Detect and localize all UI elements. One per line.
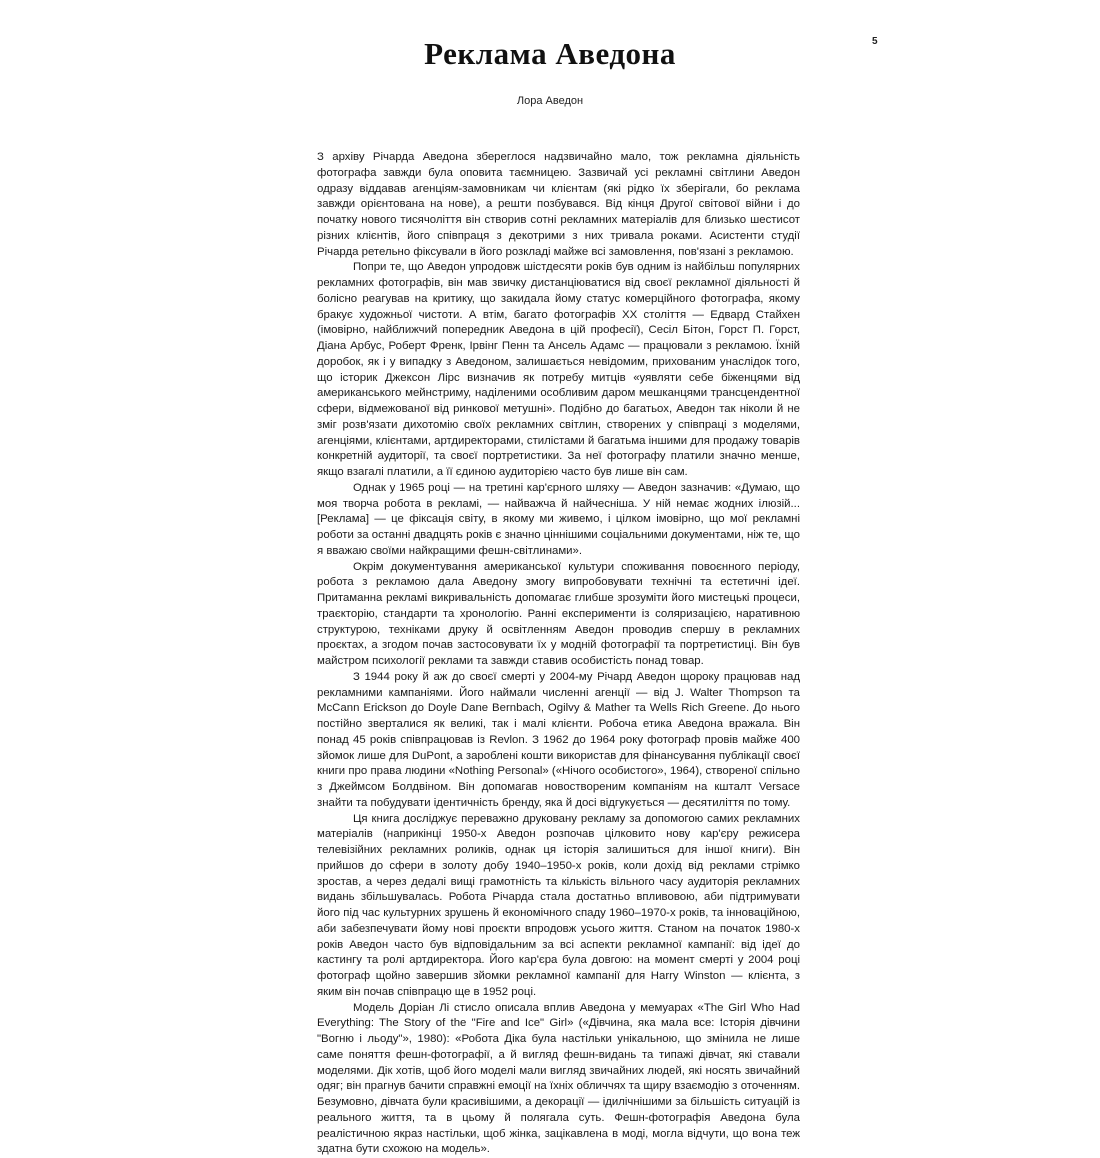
paragraph: З архіву Річарда Аведона збереглося надзвичайно мало, тож рекламна діяльність фотографа завжди була оповита таємницею. Зазвичай усі рекламні світлини Аведон одразу віддавав агенціям-замовникам чи клієнтам (які рідко їх зберігали, бо реклама завжди орієнтована на нове), а решти позбувався. Від кінця Другої світової війни і до початку нового тисячоліття він створив сотні рекламних матеріалів для близько шестисот різних клієнтів, його співпраця з декотрими з них тривала роками. Асистенти студії Річарда ретельно фіксували в його розкладі майже всі замовлення, пов'язані з рекламою.: [317, 150, 800, 260]
paragraph: З 1944 року й аж до своєї смерті у 2004-му Річард Аведон щороку працював над рекламними кампаніями. Його наймали численні агенції — від J. Walter Thompson та McCann Erickson до Doyle Dane Bernbach, Ogilvy & Mather та Wells Rich Greene. До нього постійно зверталися як великі, так і малі клієнти. Робоча етика Аведона вражала. Він понад 45 років співпрацював із Revlon. З 1962 до 1964 року фотограф провів майже 400 зйомок лише для DuPont, а зароблені кошти використав для фінансування публікації своєї книги про права людини «Nothing Personal» («Нічого особистого», 1964), створеної спільно з Джеймсом Болдвіном. Він допомагав новоствореним компаніям на кшталт Versace знайти та побудувати ідентичність бренду, яка й досі відгукується — десятиліття по тому.: [317, 670, 800, 812]
article-body: [317, 150, 800, 1158]
page-title: Реклама Аведона: [0, 36, 1100, 72]
paragraph: Попри те, що Аведон упродовж шістдесяти років був одним із найбільш популярних рекламних фотографів, він мав звичку дистанціюватися від своєї рекламної діяльності й болісно реагував на критику, що закидала йому статус комерційного фотографа, якому бракує художньої чистоти. А втім, багато фотографів XX століття — Едвард Стайхен (імовірно, найближчий попередник Аведона в цій професії), Сесіл Бітон, Горст П. Горст, Діана Арбус, Роберт Френк, Ірвінг Пенн та Ансель Адамс — працювали з рекламою. Їхній доробок, як і у випадку з Аведоном, залишається невідомим, прихованим унаслідок того, що історик Джексон Лірс визначив як потребу митців «уявляти себе біженцями від американського мейнстриму, наділеними особливим даром мешканцями трансцендентної сфери, відмежованої від ринкової метушні». Подібно до багатьох, Аведон так ніколи й не зміг розв'язати дихотомію своїх рекламних світлин, створених у співпраці з моделями, агенціями, клієнтами, артдиректорами, стилістами й багатьма іншими для продажу товарів конкретній аудиторії, та своєї портретистики. За неї фотографу платили значно менше, якщо взагалі платили, а її єдиною аудиторією часто був лише він сам.: [317, 260, 800, 481]
paragraph: Модель Доріан Лі стисло описала вплив Аведона у мемуарах «The Girl Who Had Everything: The Story of the "Fire and Ice" Girl» («Дівчина, яка мала все: Історія дівчини "Вогню і льоду"», 1980): «Робота Діка була настільки унікальною, що змінила не лише саме поняття фешн-фотографії, а й вигляд фешн-видань та типажі дівчат, які ставали моделями. Дік хотів, щоб його моделі мали вигляд звичайних людей, які носять звичайний одяг; він прагнув бачити справжні емоції на їхніх обличчях та щиру взаємодію з оточенням. Безумовно, дівчата були красивішими, а декорації — ідилічнішими за більшість ситуацій із реального життя, та в цьому й полягала суть. Фешн-фотографія Аведона була реалістичною якраз настільки, щоб жінка, зацікавлена в моді, могла відчути, що вона теж здатна бути схожою на модель».: [317, 1001, 800, 1158]
paragraph: Ця книга досліджує переважно друковану рекламу за допомогою самих рекламних матеріалів (наприкінці 1950-х Аведон розпочав цілковито нову кар'єру режисера телевізійних рекламних роликів, однак ця історія залишиться для іншої книги). Він прийшов до сфери в золоту добу 1940–1950-х років, коли дохід від реклами стрімко зростав, а через дедалі вищі грамотність та кількість вільного часу аудиторія рекламних видань збільшувалась. Робота Річарда стала достатньо впливовою, аби підтримувати його під час культурних зрушень й економічного спаду 1960–1970-х років, та інноваційною, аби забезпечувати йому нові проєкти впродовж усього життя. Станом на початок 1980-х років Аведон часто був відповідальним за всі аспекти рекламної кампанії: від ідеї до кастингу та ролі артдиректора. Його кар'єра була довгою: на момент смерті у 2004 році фотограф щойно завершив зйомки рекламної кампанії для Harry Winston — клієнта, з яким він почав співпрацю ще в 1952 році.: [317, 812, 800, 1001]
page-number: 5: [872, 36, 878, 47]
author-name: Лора Аведон: [0, 95, 1100, 107]
paragraph: Однак у 1965 році — на третині кар'єрного шляху — Аведон зазначив: «Думаю, що моя творча робота в рекламі, — найважча й найчесніша. У ній немає жодних ілюзій... [Реклама] — це фіксація світу, в якому ми живемо, і цілком імовірно, що мої рекламні роботи за останні двадцять років є значно ціннішими соціальними документами, ніж те, що я вважаю своїми найкращими фешн-світлинами».: [317, 481, 800, 560]
paragraph: Окрім документування американської культури споживання повоєнного періоду, робота з рекламою дала Аведону змогу випробовувати технічні та естетичні ідеї. Притаманна рекламі викривальність допомагає глибше зрозуміти його мистецькі процеси, траєкторію, стандарти та хронологію. Ранні експерименти із соляризацією, наративною структурою, техніками друку й освітленням Аведон проводив спершу в рекламних проєктах, а згодом почав застосовувати їх у модній фотографії та портретистиці. Він був майстром психології реклами та завжди ставив особистість понад товар.: [317, 560, 800, 670]
